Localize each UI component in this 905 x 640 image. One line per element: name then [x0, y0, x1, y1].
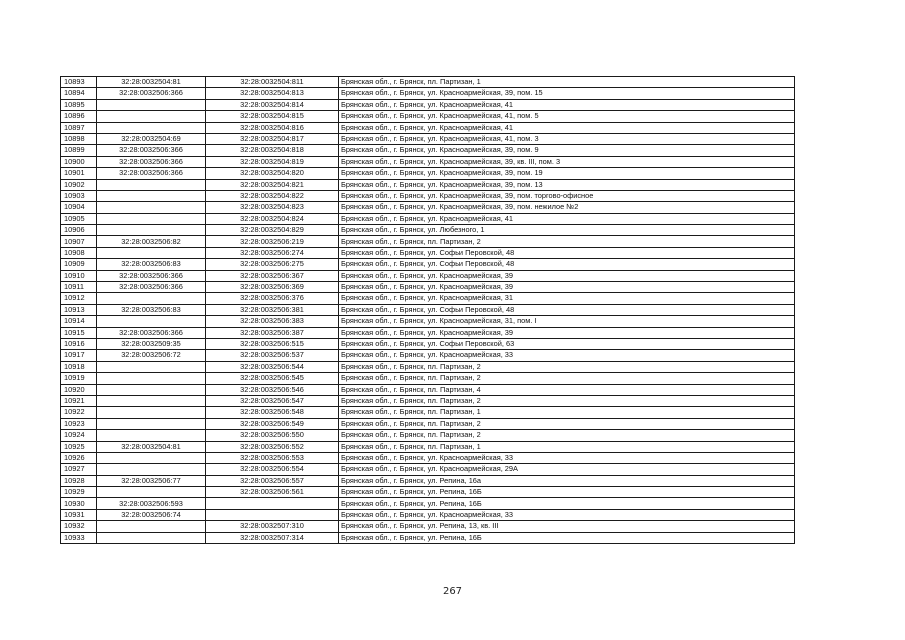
address-cell: Брянская обл., г. Брянск, ул. Репина, 13, кв. III [339, 521, 795, 532]
source-cadastral-cell [97, 247, 206, 258]
source-cadastral-cell [97, 225, 206, 236]
address-cell: Брянская обл., г. Брянск, ул. Красноармейская, 33 [339, 452, 795, 463]
address-cell: Брянская обл., г. Брянск, ул. Софьи Перовской, 48 [339, 259, 795, 270]
row-number-cell: 10912 [61, 293, 97, 304]
table-row [61, 179, 795, 190]
source-cadastral-cell: 32:28:0032506:366 [97, 145, 206, 156]
row-number-cell: 10923 [61, 418, 97, 429]
table-row [61, 316, 795, 327]
cadastral-number-cell: 32:28:0032506:219 [206, 236, 339, 247]
source-cadastral-cell [97, 464, 206, 475]
table-row [61, 418, 795, 429]
address-cell: Брянская обл., г. Брянск, ул. Красноармейская, 31, пом. I [339, 316, 795, 327]
row-number-cell: 10920 [61, 384, 97, 395]
source-cadastral-cell [97, 373, 206, 384]
address-cell: Брянская обл., г. Брянск, ул. Любезного, 1 [339, 225, 795, 236]
source-cadastral-cell [97, 202, 206, 213]
row-number-cell: 10899 [61, 145, 97, 156]
address-cell: Брянская обл., г. Брянск, пл. Партизан, 2 [339, 395, 795, 406]
cadastral-register-table [60, 76, 795, 544]
table-row [61, 338, 795, 349]
source-cadastral-cell [97, 293, 206, 304]
table-row [61, 532, 795, 543]
table-row [61, 247, 795, 258]
cadastral-number-cell: 32:28:0032506:547 [206, 395, 339, 406]
page-number: 267 [442, 586, 463, 597]
table-row [61, 293, 795, 304]
table-row [61, 282, 795, 293]
source-cadastral-cell: 32:28:0032506:83 [97, 304, 206, 315]
row-number-cell: 10910 [61, 270, 97, 281]
table-row [61, 395, 795, 406]
row-number-cell: 10909 [61, 259, 97, 270]
address-cell: Брянская обл., г. Брянск, ул. Репина, 16Б [339, 532, 795, 543]
source-cadastral-cell: 32:28:0032506:77 [97, 475, 206, 486]
address-cell: Брянская обл., г. Брянск, ул. Красноармейская, 31 [339, 293, 795, 304]
row-number-cell: 10919 [61, 373, 97, 384]
address-cell: Брянская обл., г. Брянск, ул. Красноармейская, 39, пом. нежилое №2 [339, 202, 795, 213]
row-number-cell: 10897 [61, 122, 97, 133]
source-cadastral-cell: 32:28:0032506:366 [97, 327, 206, 338]
source-cadastral-cell: 32:28:0032509:35 [97, 338, 206, 349]
row-number-cell: 10893 [61, 77, 97, 88]
cadastral-number-cell: 32:28:0032504:821 [206, 179, 339, 190]
cadastral-number-cell: 32:28:0032506:550 [206, 430, 339, 441]
address-cell: Брянская обл., г. Брянск, ул. Репина, 16Б [339, 498, 795, 509]
table-row [61, 270, 795, 281]
address-cell: Брянская обл., г. Брянск, пл. Партизан, 4 [339, 384, 795, 395]
source-cadastral-cell [97, 407, 206, 418]
table-row [61, 475, 795, 486]
source-cadastral-cell [97, 361, 206, 372]
cadastral-number-cell: 32:28:0032504:824 [206, 213, 339, 224]
cadastral-number-cell: 32:28:0032506:549 [206, 418, 339, 429]
table-row [61, 373, 795, 384]
table-row [61, 327, 795, 338]
table-row [61, 77, 795, 88]
address-cell: Брянская обл., г. Брянск, пл. Партизан, 1 [339, 77, 795, 88]
cadastral-number-cell [206, 509, 339, 520]
address-cell: Брянская обл., г. Брянск, ул. Красноармейская, 39, пом. 19 [339, 168, 795, 179]
row-number-cell: 10930 [61, 498, 97, 509]
table-row [61, 259, 795, 270]
address-cell: Брянская обл., г. Брянск, ул. Красноармейская, 39, пом. 9 [339, 145, 795, 156]
table-row [61, 350, 795, 361]
cadastral-number-cell: 32:28:0032506:383 [206, 316, 339, 327]
row-number-cell: 10904 [61, 202, 97, 213]
table-row [61, 236, 795, 247]
address-cell: Брянская обл., г. Брянск, пл. Партизан, 1 [339, 441, 795, 452]
table-row [61, 145, 795, 156]
source-cadastral-cell: 32:28:0032506:366 [97, 168, 206, 179]
table-row [61, 99, 795, 110]
source-cadastral-cell: 32:28:0032506:83 [97, 259, 206, 270]
source-cadastral-cell: 32:28:0032506:82 [97, 236, 206, 247]
row-number-cell: 10905 [61, 213, 97, 224]
address-cell: Брянская обл., г. Брянск, ул. Красноармейская, 39, пом. торгово-офисное [339, 190, 795, 201]
address-cell: Брянская обл., г. Брянск, ул. Софьи Перовской, 63 [339, 338, 795, 349]
source-cadastral-cell [97, 111, 206, 122]
table-row [61, 464, 795, 475]
table-row [61, 225, 795, 236]
table-row [61, 168, 795, 179]
cadastral-number-cell: 32:28:0032504:816 [206, 122, 339, 133]
table-row [61, 111, 795, 122]
source-cadastral-cell: 32:28:0032506:593 [97, 498, 206, 509]
table-row [61, 133, 795, 144]
address-cell: Брянская обл., г. Брянск, ул. Красноармейская, 39, кв. III, пом. 3 [339, 156, 795, 167]
source-cadastral-cell [97, 384, 206, 395]
address-cell: Брянская обл., г. Брянск, пл. Партизан, 2 [339, 361, 795, 372]
source-cadastral-cell [97, 179, 206, 190]
row-number-cell: 10900 [61, 156, 97, 167]
row-number-cell: 10916 [61, 338, 97, 349]
row-number-cell: 10918 [61, 361, 97, 372]
address-cell: Брянская обл., г. Брянск, ул. Красноармейская, 41 [339, 213, 795, 224]
source-cadastral-cell [97, 213, 206, 224]
row-number-cell: 10932 [61, 521, 97, 532]
table-row [61, 487, 795, 498]
table-row [61, 190, 795, 201]
row-number-cell: 10925 [61, 441, 97, 452]
cadastral-number-cell: 32:28:0032506:554 [206, 464, 339, 475]
cadastral-number-cell: 32:28:0032507:310 [206, 521, 339, 532]
cadastral-number-cell: 32:28:0032506:274 [206, 247, 339, 258]
cadastral-number-cell: 32:28:0032504:814 [206, 99, 339, 110]
row-number-cell: 10924 [61, 430, 97, 441]
table-row [61, 213, 795, 224]
cadastral-number-cell: 32:28:0032506:546 [206, 384, 339, 395]
cadastral-number-cell: 32:28:0032506:553 [206, 452, 339, 463]
source-cadastral-cell: 32:28:0032504:69 [97, 133, 206, 144]
address-cell: Брянская обл., г. Брянск, ул. Красноармейская, 39 [339, 327, 795, 338]
address-cell: Брянская обл., г. Брянск, ул. Софьи Перовской, 48 [339, 304, 795, 315]
table-row [61, 498, 795, 509]
source-cadastral-cell: 32:28:0032504:81 [97, 77, 206, 88]
address-cell: Брянская обл., г. Брянск, ул. Красноармейская, 33 [339, 509, 795, 520]
row-number-cell: 10901 [61, 168, 97, 179]
cadastral-number-cell: 32:28:0032506:548 [206, 407, 339, 418]
address-cell: Брянская обл., г. Брянск, ул. Красноармейская, 41 [339, 99, 795, 110]
row-number-cell: 10931 [61, 509, 97, 520]
table-row [61, 122, 795, 133]
row-number-cell: 10922 [61, 407, 97, 418]
address-cell: Брянская обл., г. Брянск, ул. Красноармейская, 29А [339, 464, 795, 475]
source-cadastral-cell: 32:28:0032506:366 [97, 282, 206, 293]
table-row [61, 156, 795, 167]
cadastral-number-cell: 32:28:0032506:544 [206, 361, 339, 372]
cadastral-number-cell: 32:28:0032506:387 [206, 327, 339, 338]
address-cell: Брянская обл., г. Брянск, ул. Репина, 16а [339, 475, 795, 486]
source-cadastral-cell [97, 418, 206, 429]
table-row [61, 521, 795, 532]
cadastral-number-cell: 32:28:0032504:829 [206, 225, 339, 236]
address-cell: Брянская обл., г. Брянск, ул. Красноармейская, 39, пом. 13 [339, 179, 795, 190]
address-cell: Брянская обл., г. Брянск, ул. Красноармейская, 39, пом. 15 [339, 88, 795, 99]
address-cell: Брянская обл., г. Брянск, ул. Софьи Перовской, 48 [339, 247, 795, 258]
row-number-cell: 10911 [61, 282, 97, 293]
address-cell: Брянская обл., г. Брянск, ул. Красноармейская, 41, пом. 3 [339, 133, 795, 144]
address-cell: Брянская обл., г. Брянск, ул. Репина, 16Б [339, 487, 795, 498]
cadastral-number-cell: 32:28:0032504:822 [206, 190, 339, 201]
cadastral-number-cell: 32:28:0032506:552 [206, 441, 339, 452]
row-number-cell: 10921 [61, 395, 97, 406]
row-number-cell: 10914 [61, 316, 97, 327]
source-cadastral-cell: 32:28:0032506:366 [97, 88, 206, 99]
source-cadastral-cell: 32:28:0032506:72 [97, 350, 206, 361]
row-number-cell: 10907 [61, 236, 97, 247]
table-row [61, 88, 795, 99]
row-number-cell: 10933 [61, 532, 97, 543]
row-number-cell: 10908 [61, 247, 97, 258]
row-number-cell: 10917 [61, 350, 97, 361]
row-number-cell: 10903 [61, 190, 97, 201]
source-cadastral-cell [97, 395, 206, 406]
cadastral-number-cell: 32:28:0032506:369 [206, 282, 339, 293]
cadastral-number-cell: 32:28:0032504:820 [206, 168, 339, 179]
source-cadastral-cell [97, 487, 206, 498]
cadastral-number-cell: 32:28:0032506:381 [206, 304, 339, 315]
row-number-cell: 10906 [61, 225, 97, 236]
address-cell: Брянская обл., г. Брянск, ул. Красноармейская, 33 [339, 350, 795, 361]
row-number-cell: 10926 [61, 452, 97, 463]
address-cell: Брянская обл., г. Брянск, пл. Партизан, 2 [339, 236, 795, 247]
row-number-cell: 10915 [61, 327, 97, 338]
row-number-cell: 10927 [61, 464, 97, 475]
address-cell: Брянская обл., г. Брянск, пл. Партизан, 2 [339, 418, 795, 429]
source-cadastral-cell [97, 99, 206, 110]
source-cadastral-cell [97, 316, 206, 327]
row-number-cell: 10894 [61, 88, 97, 99]
cadastral-number-cell: 32:28:0032506:275 [206, 259, 339, 270]
table-row [61, 407, 795, 418]
address-cell: Брянская обл., г. Брянск, ул. Красноармейская, 41, пом. 5 [339, 111, 795, 122]
table-body [61, 77, 795, 544]
cadastral-number-cell: 32:28:0032507:314 [206, 532, 339, 543]
table-row [61, 202, 795, 213]
address-cell: Брянская обл., г. Брянск, ул. Красноармейская, 41 [339, 122, 795, 133]
cadastral-number-cell: 32:28:0032504:823 [206, 202, 339, 213]
cadastral-number-cell: 32:28:0032504:817 [206, 133, 339, 144]
table-row [61, 509, 795, 520]
table-row [61, 361, 795, 372]
cadastral-number-cell: 32:28:0032504:818 [206, 145, 339, 156]
address-cell: Брянская обл., г. Брянск, пл. Партизан, 1 [339, 407, 795, 418]
source-cadastral-cell [97, 452, 206, 463]
cadastral-number-cell [206, 498, 339, 509]
source-cadastral-cell [97, 122, 206, 133]
cadastral-number-cell: 32:28:0032506:557 [206, 475, 339, 486]
source-cadastral-cell [97, 532, 206, 543]
source-cadastral-cell: 32:28:0032506:366 [97, 270, 206, 281]
row-number-cell: 10913 [61, 304, 97, 315]
cadastral-number-cell: 32:28:0032506:537 [206, 350, 339, 361]
table-row [61, 441, 795, 452]
row-number-cell: 10898 [61, 133, 97, 144]
row-number-cell: 10895 [61, 99, 97, 110]
source-cadastral-cell [97, 521, 206, 532]
table-row [61, 430, 795, 441]
address-cell: Брянская обл., г. Брянск, пл. Партизан, 2 [339, 373, 795, 384]
cadastral-number-cell: 32:28:0032504:815 [206, 111, 339, 122]
cadastral-number-cell: 32:28:0032504:819 [206, 156, 339, 167]
cadastral-number-cell: 32:28:0032506:376 [206, 293, 339, 304]
row-number-cell: 10928 [61, 475, 97, 486]
cadastral-number-cell: 32:28:0032504:811 [206, 77, 339, 88]
address-cell: Брянская обл., г. Брянск, пл. Партизан, 2 [339, 430, 795, 441]
cadastral-number-cell: 32:28:0032506:561 [206, 487, 339, 498]
source-cadastral-cell [97, 430, 206, 441]
row-number-cell: 10896 [61, 111, 97, 122]
source-cadastral-cell: 32:28:0032506:74 [97, 509, 206, 520]
table-row [61, 452, 795, 463]
table-row [61, 384, 795, 395]
source-cadastral-cell [97, 190, 206, 201]
source-cadastral-cell: 32:28:0032506:366 [97, 156, 206, 167]
address-cell: Брянская обл., г. Брянск, ул. Красноармейская, 39 [339, 270, 795, 281]
cadastral-number-cell: 32:28:0032506:367 [206, 270, 339, 281]
row-number-cell: 10929 [61, 487, 97, 498]
cadastral-number-cell: 32:28:0032506:545 [206, 373, 339, 384]
row-number-cell: 10902 [61, 179, 97, 190]
cadastral-number-cell: 32:28:0032506:515 [206, 338, 339, 349]
table-row [61, 304, 795, 315]
address-cell: Брянская обл., г. Брянск, ул. Красноармейская, 39 [339, 282, 795, 293]
cadastral-number-cell: 32:28:0032504:813 [206, 88, 339, 99]
source-cadastral-cell: 32:28:0032504:81 [97, 441, 206, 452]
